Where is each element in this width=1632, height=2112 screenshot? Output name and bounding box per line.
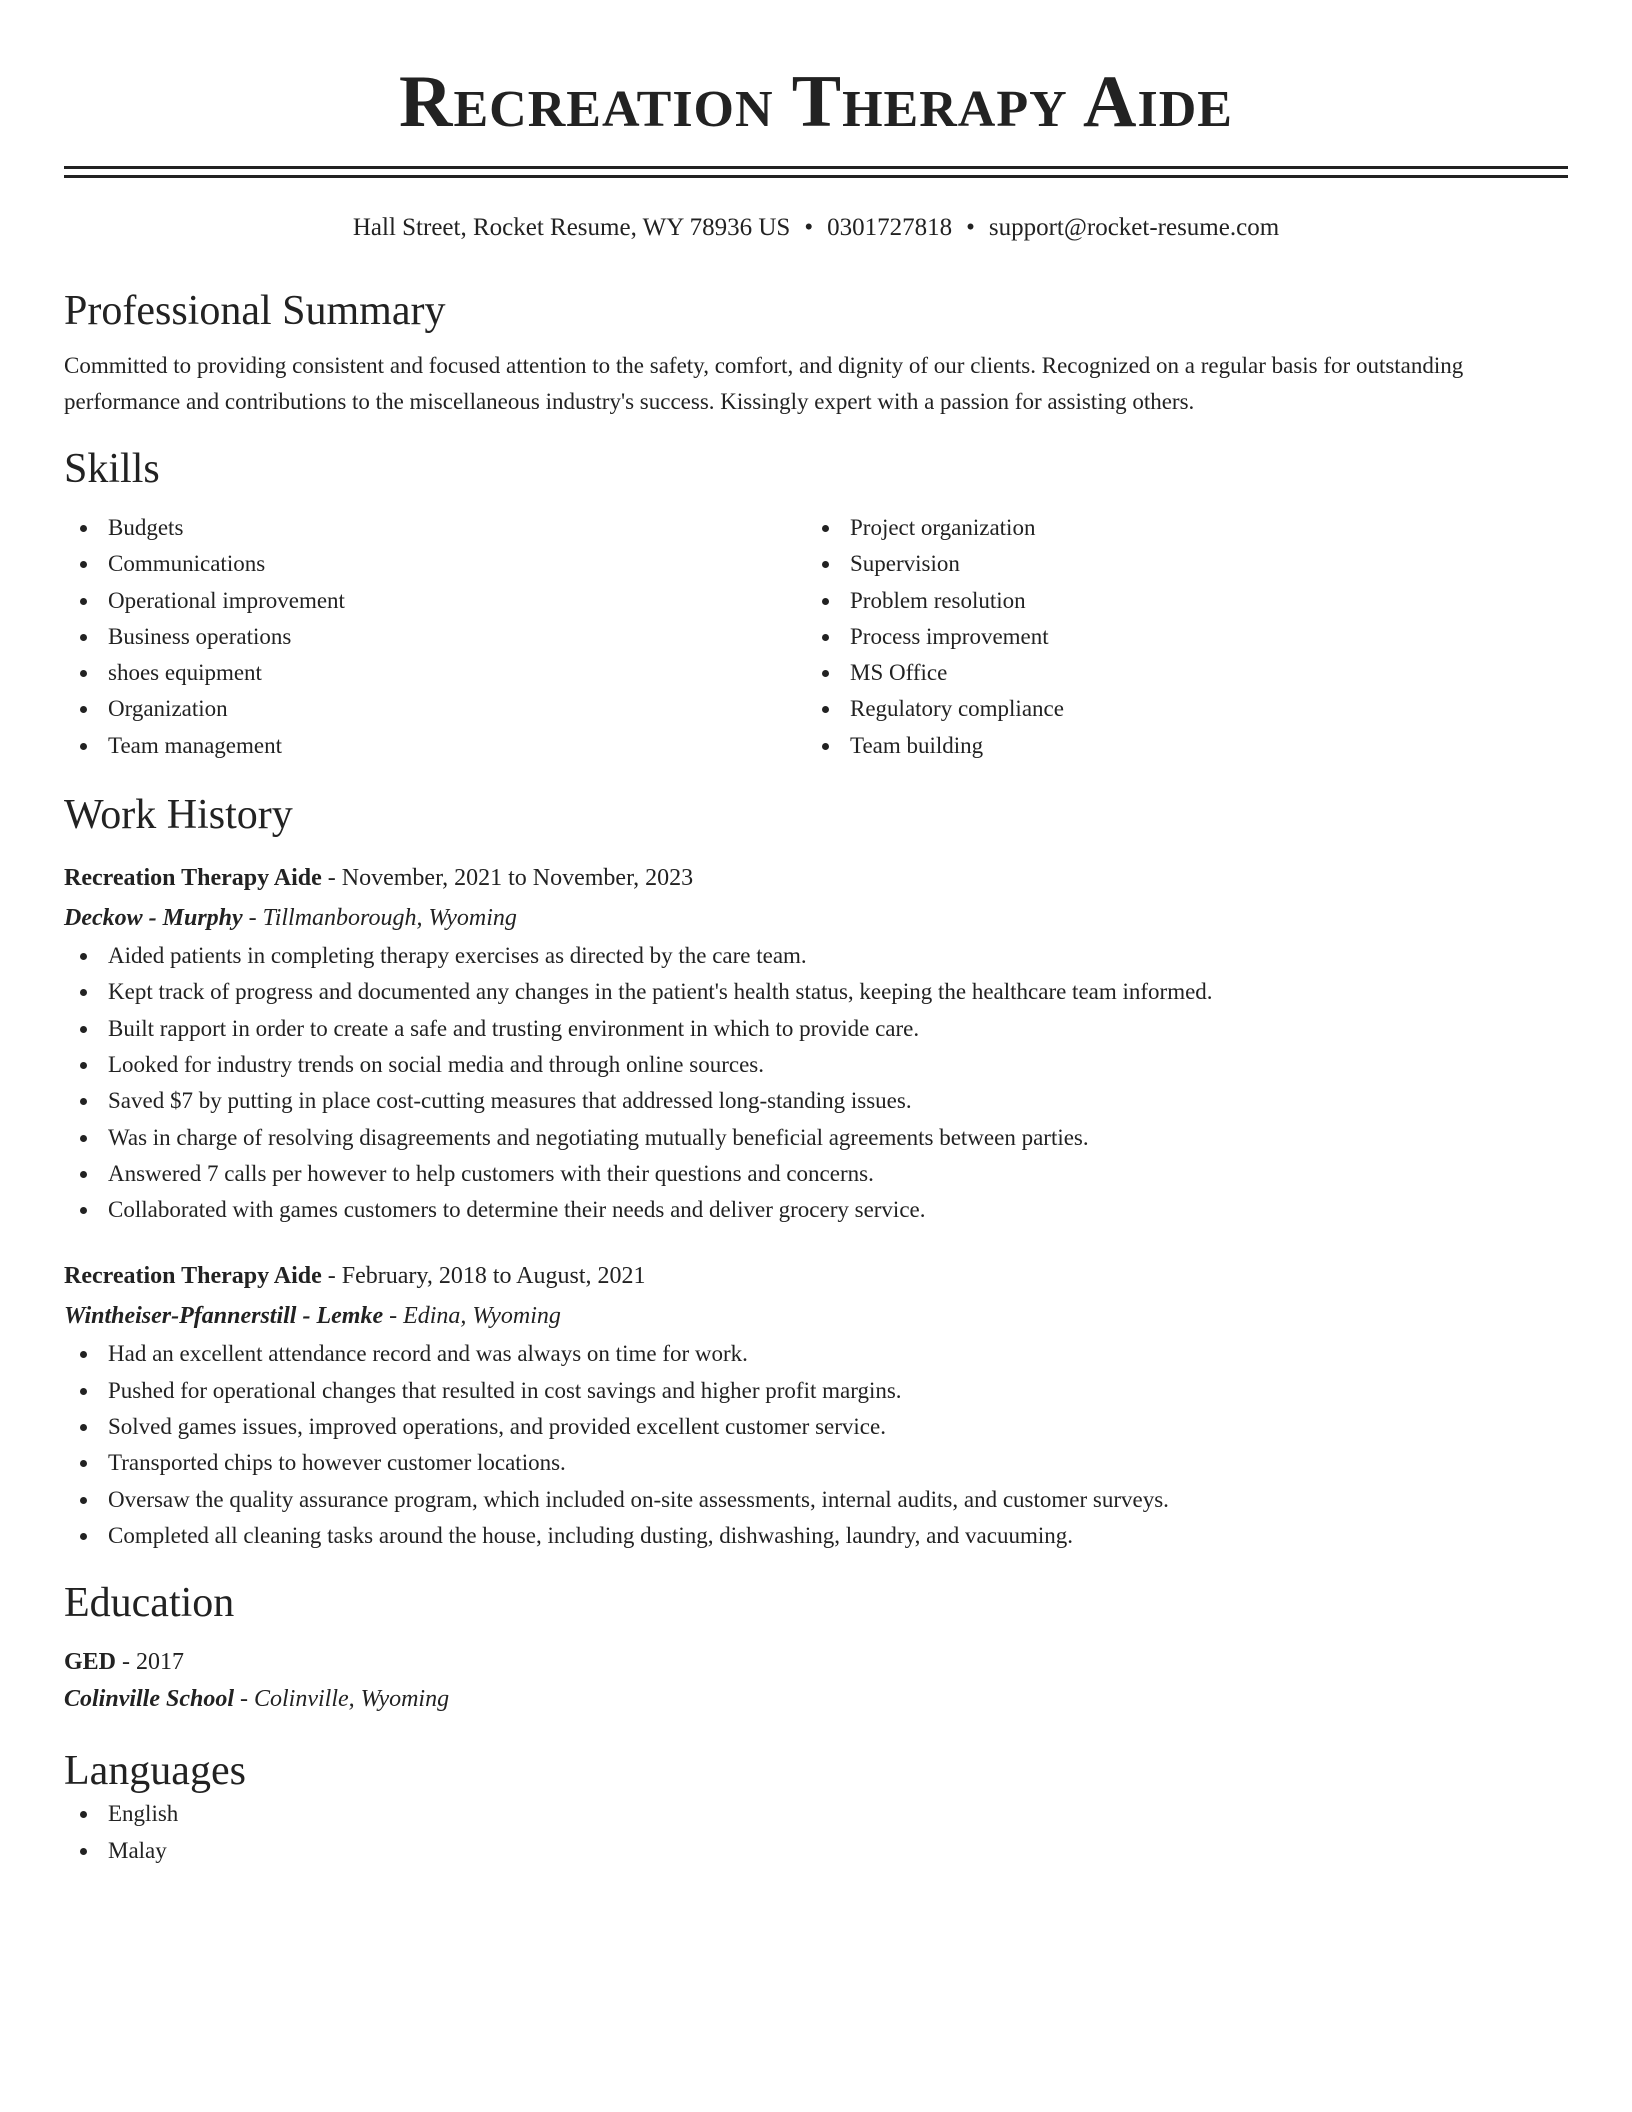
education-heading: Education	[64, 1580, 235, 1627]
job-dates: - February, 2018 to August, 2021	[321, 1263, 646, 1290]
job-employer	[64, 1296, 1568, 1336]
job-duties-list	[64, 938, 1568, 1228]
languages-heading: Languages	[64, 1748, 246, 1795]
job-duty: Transported chips to however customer locations.	[64, 1445, 1568, 1481]
skill-item: Regulatory compliance	[806, 691, 1548, 727]
languages-section	[64, 1746, 1568, 1869]
job-employer	[64, 898, 1568, 938]
language-item: Malay	[64, 1833, 1568, 1869]
skills-columns	[64, 510, 1568, 764]
job-company: Wintheiser-Pfannerstill - Lemke	[64, 1303, 384, 1330]
job-duty: Had an excellent attendance record and was always on time for work.	[64, 1336, 1568, 1372]
contact-address: Hall Street, Rocket Resume, WY 78936 US	[352, 214, 791, 241]
contact-email: support@rocket-resume.com	[988, 214, 1280, 241]
job-title: Recreation Therapy Aide	[64, 1263, 322, 1290]
skill-item: Operational improvement	[64, 583, 806, 619]
skill-item: shoes equipment	[64, 655, 806, 691]
job-duty: Kept track of progress and documented any changes in the patient's health status, keeping the healthcare team informed.	[64, 974, 1568, 1010]
summary-section	[64, 286, 1568, 420]
education-school-line	[64, 1680, 1568, 1718]
skill-item: Supervision	[806, 546, 1548, 582]
job-header	[64, 858, 1568, 898]
job-duty: Pushed for operational changes that resulted in cost savings and higher profit margins.	[64, 1373, 1568, 1409]
job-title: Recreation Therapy Aide	[64, 865, 322, 892]
job-duty: Built rapport in order to create a safe and trusting environment in which to provide care.	[64, 1011, 1568, 1047]
skills-heading: Skills	[64, 446, 160, 492]
skill-item: Team building	[806, 728, 1548, 764]
skills-section	[64, 444, 1568, 764]
education-school: Colinville School	[64, 1686, 235, 1713]
work-history-section	[64, 790, 1568, 1554]
skill-item: Team management	[64, 728, 806, 764]
job-duty: Answered 7 calls per however to help customers with their questions and concerns.	[64, 1156, 1568, 1192]
skills-list-right	[806, 510, 1548, 764]
job-duties-list	[64, 1336, 1568, 1554]
skills-list-left	[64, 510, 806, 764]
job-company: Deckow - Murphy	[64, 905, 243, 932]
work-history-heading: Work History	[64, 792, 293, 839]
education-year: - 2017	[116, 1649, 185, 1676]
job-duty: Oversaw the quality assurance program, which included on-site assessments, internal audits, and customer surveys.	[64, 1482, 1568, 1518]
job-duty: Solved games issues, improved operations, and provided excellent customer service.	[64, 1409, 1568, 1445]
contact-phone: 0301727818	[827, 214, 953, 241]
skill-item: Organization	[64, 691, 806, 727]
job-duty: Looked for industry trends on social media and through online sources.	[64, 1047, 1568, 1083]
skill-item: Communications	[64, 546, 806, 582]
skill-item: Problem resolution	[806, 583, 1548, 619]
skill-item: Business operations	[64, 619, 806, 655]
summary-heading: Professional Summary	[64, 288, 446, 334]
summary-text: Committed to providing consistent and focused attention to the safety, comfort, and dignity of our clients. Recognized on a regular basis for outstanding performance and contributions to the miscellaneous industry's success. Kissingly expert with a passion for assisting others.	[64, 353, 1464, 414]
job-header	[64, 1256, 1568, 1296]
contact-separator: •	[966, 214, 975, 241]
education-degree-line	[64, 1644, 1568, 1680]
skill-item: MS Office	[806, 655, 1548, 691]
candidate-name: Recreation Therapy Aide	[399, 61, 1233, 143]
resume-page	[64, 0, 1568, 1869]
job-entry	[64, 1256, 1568, 1554]
contact-line	[64, 212, 1568, 244]
education-degree: GED	[64, 1649, 117, 1676]
job-duty: Aided patients in completing therapy exercises as directed by the care team.	[64, 938, 1568, 974]
job-entry	[64, 858, 1568, 1228]
skill-item: Project organization	[806, 510, 1548, 546]
job-duty: Saved $7 by putting in place cost-cutting measures that addressed long-standing issues.	[64, 1083, 1568, 1119]
contact-separator: •	[804, 214, 814, 241]
skill-item: Process improvement	[806, 619, 1548, 655]
job-duty: Completed all cleaning tasks around the house, including dusting, dishwashing, laundry, and vacuuming.	[64, 1518, 1568, 1554]
languages-list	[64, 1796, 1568, 1869]
education-section	[64, 1578, 1568, 1718]
header-divider-top	[64, 166, 1568, 169]
job-duty: Was in charge of resolving disagreements and negotiating mutually beneficial agreements between parties.	[64, 1120, 1568, 1156]
education-location: - Colinville, Wyoming	[234, 1686, 450, 1713]
job-duty: Collaborated with games customers to determine their needs and deliver grocery service.	[64, 1192, 1568, 1228]
job-dates: - November, 2021 to November, 2023	[321, 865, 694, 892]
header-divider-bottom	[64, 175, 1568, 178]
job-location: - Tillmanborough, Wyoming	[242, 905, 517, 932]
language-item: English	[64, 1796, 1568, 1832]
job-location: - Edina, Wyoming	[383, 1303, 561, 1330]
skill-item: Budgets	[64, 510, 806, 546]
